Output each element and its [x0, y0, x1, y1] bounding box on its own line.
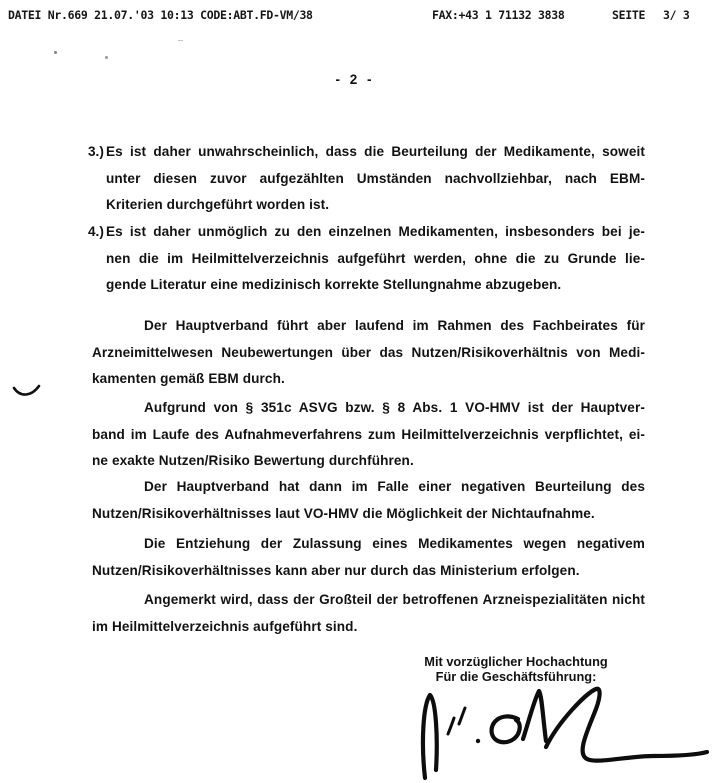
text-line: kamenten gemäß EBM durch.	[92, 371, 285, 387]
list-marker: 3.)	[88, 144, 104, 159]
fax-number: FAX:+43 1 71132 3838	[432, 8, 565, 22]
text-line: Der Hauptverband hat dann im Falle einer negativen Beurteilung des	[144, 479, 645, 494]
closing-salutation: Mit vorzüglicher Hochachtung	[424, 654, 608, 669]
text-line: Arzneimittelwesen Neubewertungen über das Nutzen/Risikoverhältnis von Medi-	[92, 344, 645, 360]
text-line: nen die im Heilmittelverzeichnis aufgeführt werden, ohne die zu Grunde lie-	[106, 250, 645, 266]
text-line: Die Entziehung der Zulassung eines Medikamentes wegen negativem	[144, 536, 645, 551]
text-line: gende Literatur eine medizinisch korrekte Stellungnahme abzugeben.	[106, 277, 562, 293]
closing-role: Für die Geschäftsführung:	[435, 668, 597, 684]
closing-block	[388, 655, 644, 684]
list-marker: 4.)	[88, 224, 104, 239]
text-line: unter diesen zuvor aufgezählten Umständen nachvollziehbar, nach EBM-	[106, 170, 645, 186]
fax-header	[0, 8, 715, 24]
text-line: Der Hauptverband führt aber laufend im Rahmen des Fachbeirates für	[144, 318, 645, 333]
paragraph-nichtaufnahme	[92, 474, 645, 527]
text-line: im Heilmittelverzeichnis aufgeführt sind.	[92, 618, 358, 634]
scan-speck	[178, 40, 183, 41]
text-line: Kriterien durchgeführt worden ist.	[106, 197, 330, 213]
fax-file-info: DATEI Nr.669 21.07.'03 10:13 CODE:ABT.FD-VM/38	[8, 8, 313, 22]
list-item-text	[106, 139, 645, 219]
text-line: Nutzen/Risikoverhältnisses laut VO-HMV die Möglichkeit der Nichtaufnahme.	[92, 505, 595, 521]
text-line: Nutzen/Risikoverhältnisses kann aber nur durch das Ministerium erfolgen.	[92, 562, 580, 578]
scan-speck	[105, 56, 108, 59]
paragraph-asvg-vo-hmv	[92, 395, 645, 475]
pen-margin-mark	[12, 383, 42, 401]
text-line: Es ist daher unwahrscheinlich, dass die Beurteilung der Medikamente, soweit	[106, 144, 645, 159]
page-number: - 2 -	[335, 72, 375, 87]
paragraph-angemerkt	[92, 587, 645, 640]
paragraph-hauptverband-fachbeirat	[92, 313, 645, 393]
text-line: Angemerkt wird, dass der Großteil der betroffenen Arzneispezialitäten nicht	[144, 592, 645, 607]
text-line: Aufgrund von § 351c ASVG bzw. § 8 Abs. 1 VO-HMV ist der Hauptver-	[144, 400, 645, 415]
text-line: ne exakte Nutzen/Risiko Bewertung durchführen.	[92, 453, 414, 469]
text-line: band im Laufe des Aufnahmeverfahrens zum Heilmittelverzeichnis verpflichtet, ei-	[92, 426, 645, 442]
fax-page-value: 3/ 3	[663, 8, 690, 22]
scan-speck	[54, 51, 57, 54]
signature-handwriting	[400, 683, 715, 783]
text-line: Es ist daher unmöglich zu den einzelnen Medikamenten, insbesonders bei je-	[106, 224, 645, 239]
paragraph-entziehung-zulassung	[92, 531, 645, 584]
fax-page-label: SEITE	[612, 8, 646, 22]
list-item-text	[106, 219, 645, 299]
